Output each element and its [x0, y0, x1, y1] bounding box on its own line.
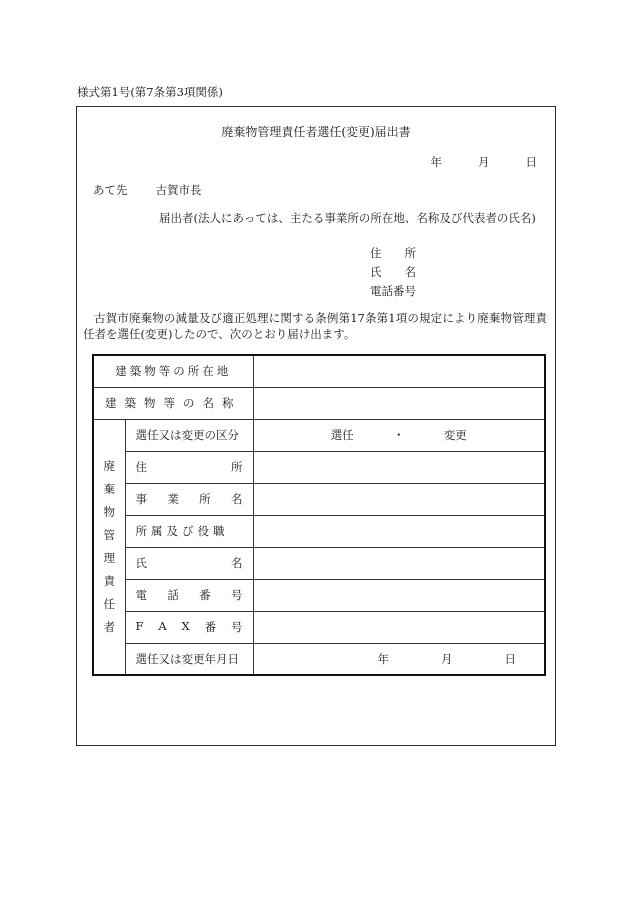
submission-date — [431, 154, 538, 170]
table-row — [93, 483, 545, 515]
building-location-label: 建築物等の所在地 — [93, 355, 253, 387]
applicant-name-label: 氏 名 — [370, 265, 416, 279]
classification-appoint[interactable]: 選任 — [330, 428, 354, 442]
label-char: 業 — [167, 492, 179, 506]
label-char: F — [135, 619, 144, 633]
applicant-address-label: 住 所 — [370, 246, 416, 260]
table-row — [93, 451, 545, 483]
fax-label — [125, 611, 253, 643]
addressee-label: あて先 — [93, 183, 128, 197]
vertical-char: 責 — [103, 573, 115, 588]
label-char: X — [181, 619, 190, 633]
affiliation-label: 所属及び役職 — [125, 515, 253, 547]
date-month: 月 — [478, 155, 490, 169]
appoint-date-day: 日 — [504, 651, 516, 666]
label-char: 名 — [231, 556, 243, 570]
manager-table — [92, 354, 546, 676]
table-row — [93, 643, 545, 675]
label-char: 電 — [135, 588, 147, 602]
label-char: 事 — [135, 492, 147, 506]
label-char: 氏 — [135, 556, 147, 570]
label-char: 番 — [204, 620, 217, 634]
applicant-note: 届出者(法人にあっては、主たる事業所の所在地、名称及び代表者の氏名) — [159, 211, 536, 225]
vertical-char: 廃 — [103, 458, 115, 473]
applicant-phone-label: 電話番号 — [370, 284, 416, 298]
building-location-field[interactable] — [253, 355, 545, 387]
manager-address-field[interactable] — [253, 451, 545, 483]
body-text: 古賀市廃棄物の減量及び適正処理に関する条例第17条第1項の規定により廃棄物管理責任者を選任(変更)したので、次のとおり届け出ます。 — [83, 311, 547, 341]
form-frame — [76, 106, 556, 746]
affiliation-field[interactable] — [253, 515, 545, 547]
building-name-field[interactable] — [253, 387, 545, 419]
classification-change[interactable]: 変更 — [443, 428, 467, 442]
label-char: 号 — [230, 620, 243, 634]
phone-label — [125, 579, 253, 611]
addressee — [93, 182, 202, 198]
label-char: 所 — [199, 492, 211, 506]
table-row — [93, 515, 545, 547]
table-row — [93, 355, 545, 387]
appoint-date-month: 月 — [441, 651, 453, 666]
vertical-char: 物 — [103, 504, 115, 519]
table-row — [93, 419, 545, 451]
office-name-label — [125, 483, 253, 515]
table-row — [93, 547, 545, 579]
label-char: 番 — [199, 588, 211, 602]
classification-label: 選任又は変更の区分 — [125, 419, 253, 451]
label-char: 名 — [230, 492, 243, 506]
vertical-char: 任 — [103, 596, 115, 611]
fax-field[interactable] — [253, 611, 545, 643]
label-char: A — [158, 619, 167, 633]
table-row — [93, 611, 545, 643]
label-char: 号 — [230, 588, 243, 602]
appoint-date-year: 年 — [377, 651, 389, 666]
form-number: 様式第1号(第7条第3項関係) — [77, 85, 223, 99]
date-day: 日 — [525, 155, 537, 169]
table-row — [93, 387, 545, 419]
vertical-char: 者 — [103, 619, 115, 634]
addressee-name: 古賀市長 — [155, 183, 202, 197]
classification-field[interactable] — [253, 419, 545, 451]
classification-separator: ・ — [393, 428, 405, 442]
office-name-field[interactable] — [253, 483, 545, 515]
building-name-label: 建築物等の名称 — [93, 387, 253, 419]
appoint-date-label: 選任又は変更年月日 — [125, 643, 253, 675]
appoint-date-field[interactable] — [253, 643, 545, 675]
label-char: 所 — [231, 460, 243, 474]
label-char: 住 — [135, 460, 147, 474]
form-title: 廃棄物管理責任者選任(変更)届出書 — [221, 125, 411, 139]
manager-name-field[interactable] — [253, 547, 545, 579]
vertical-char: 理 — [103, 550, 115, 565]
label-char: 話 — [167, 588, 179, 602]
manager-group-label — [93, 419, 125, 675]
table-row — [93, 579, 545, 611]
manager-address-label — [125, 451, 253, 483]
phone-field[interactable] — [253, 579, 545, 611]
manager-name-label — [125, 547, 253, 579]
date-year: 年 — [430, 155, 442, 169]
vertical-char: 管 — [103, 527, 115, 542]
vertical-char: 棄 — [103, 481, 115, 496]
